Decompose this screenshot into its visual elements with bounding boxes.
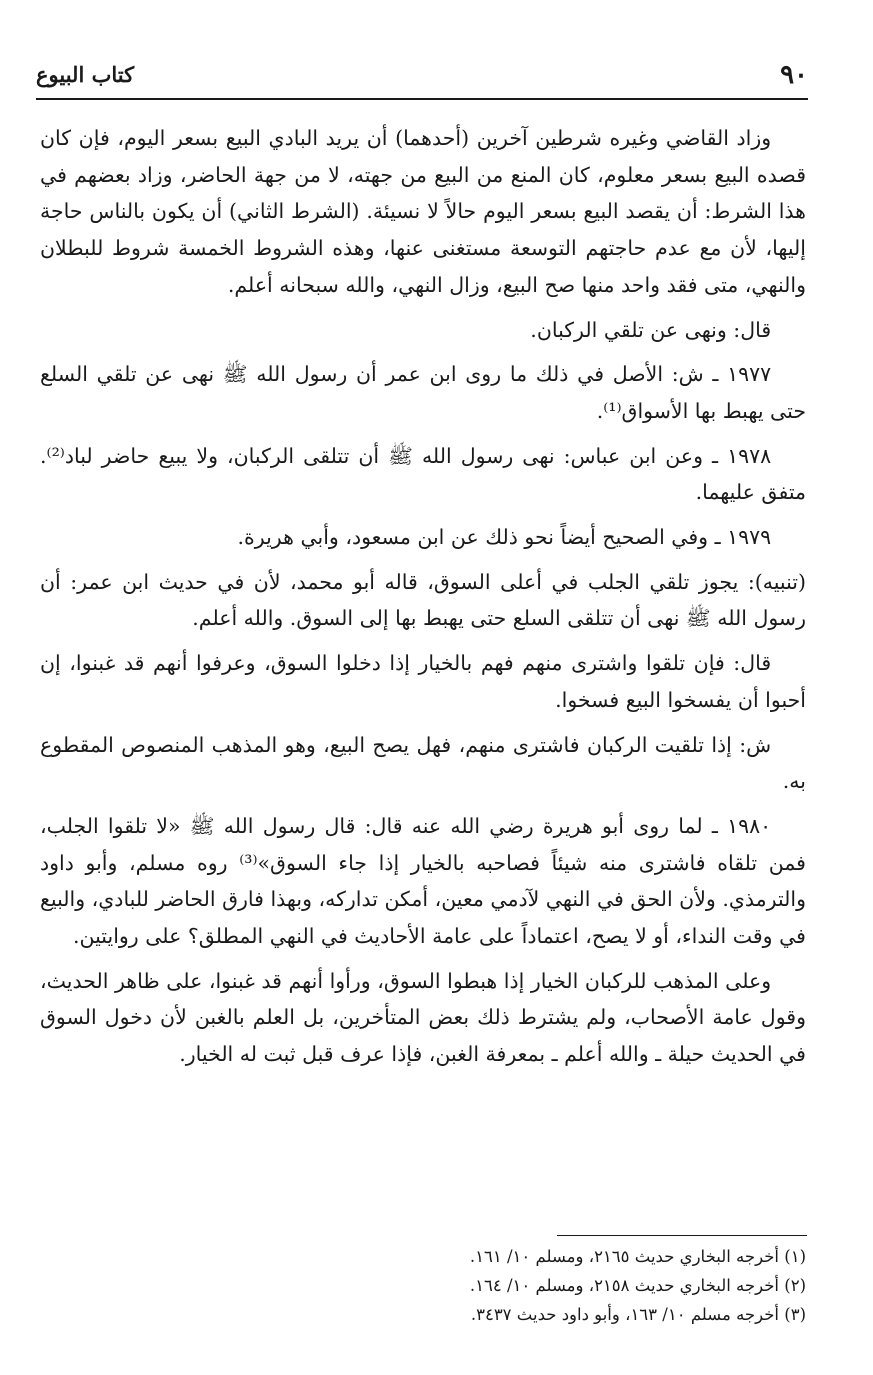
paragraph-sharh-khiyar: ش: إذا تلقيت الركبان فاشترى منهم، فهل يصح البيع، وهو المذهب المنصوص المقطوع به.	[40, 732, 806, 794]
paragraph-madhhab: وعلى المذهب للركبان الخيار إذا هبطوا السوق، ورأوا أنهم قد غبنوا، على ظاهر الحديث، وقول عامة الأصحاب، ولم يشترط ذلك بعض المتأخرين، بل العلم بالغبن لأن دخول السوق في الحديث حيلة ـ والله أعلم ـ بمعرفة الغبن، فإذا عرف قبل ثبت له الخيار.	[40, 968, 806, 1067]
footnote-1: (١) أخرجه البخاري حديث ٢١٦٥، ومسلم ١٠/ ١٦١.	[469, 1247, 806, 1266]
paragraph-hadith-1980: ١٩٨٠ ـ لما روى أبو هريرة رضي الله عنه قال: قال رسول الله ﷺ «لا تلقوا الجلب، فمن تلقاه فاشترى منه شيئاً فصاحبه بالخيار إذا جاء السوق»⁽³⁾ روه مسلم، وأبو داود والترمذي. ولأن الحق في النهي لآدمي معين، أمكن تداركه، وبهذا فارق الحاضر للبادي، والبيع في وقت النداء، أو لا يصح، اعتماداً على عامة الأحاديث في النهي المطلق؟ على روايتين.	[40, 813, 806, 949]
paragraph-matn-khiyar: قال: فإن تلقوا واشترى منهم فهم بالخيار إذا دخلوا السوق، وعرفوا أنهم قد غبنوا، إن أحبوا أن يفسخوا البيع فسخوا.	[40, 651, 806, 712]
paragraph-hadith-1977: ١٩٧٧ ـ ش: الأصل في ذلك ما روى ابن عمر أن رسول الله ﷺ نهى عن تلقي السلع حتى يهبط بها الأسواق⁽¹⁾.	[40, 362, 806, 423]
paragraph-note: (تنبيه): يجوز تلقي الجلب في أعلى السوق، قاله أبو محمد، لأن في حديث ابن عمر: أن رسول الله ﷺ نهى أن تتلقى السلع حتى يهبط بها إلى السوق. والله أعلم.	[40, 569, 806, 631]
paragraph-conditions: وزاد القاضي وغيره شرطين آخرين (أحدهما) أن يريد البادي البيع بسعر اليوم، فإن كان قصده البيع بسعر معلوم، كان المنع من البيع من جهته، لا من جهة الحاضر، وزاد بعضهم في هذا الشرط: أن يقصد البيع بسعر اليوم حالاً لا نسيئة. (الشرط الثاني) أن يكون بالناس حاجة إليها، لأن مع عدم حاجتهم التوسعة مستغنى عنها، وهذه الشروط الخمسة شروط للبطلان والنهي، متى فقد واحد منها صح البيع، وزال النهي، والله سبحانه أعلم.	[40, 126, 806, 297]
paragraph-matn-talaqqi: قال: ونهى عن تلقي الركبان.	[530, 317, 772, 342]
body-text	[40, 120, 806, 1081]
page-header	[36, 58, 808, 98]
paragraph-hadith-1978: ١٩٧٨ ـ وعن ابن عباس: نهى رسول الله ﷺ أن تتلقى الركبان، ولا يبيع حاضر لباد⁽²⁾. متفق عليهما.	[40, 443, 806, 505]
page-number: ٩٠	[780, 60, 808, 90]
footnote-2: (٢) أخرجه البخاري حديث ٢١٥٨، ومسلم ١٠/ ١٦٤.	[469, 1276, 806, 1295]
header-rule	[36, 98, 808, 100]
footnote-rule	[557, 1235, 807, 1236]
footnotes	[40, 1242, 806, 1329]
paragraph-hadith-1979: ١٩٧٩ ـ وفي الصحيح أيضاً نحو ذلك عن ابن مسعود، وأبي هريرة.	[237, 525, 772, 550]
running-title: كتاب البيوع	[36, 62, 135, 87]
footnote-3: (٣) أخرجه مسلم ١٠/ ١٦٣، وأبو داود حديث ٣٤٣٧.	[470, 1305, 806, 1324]
